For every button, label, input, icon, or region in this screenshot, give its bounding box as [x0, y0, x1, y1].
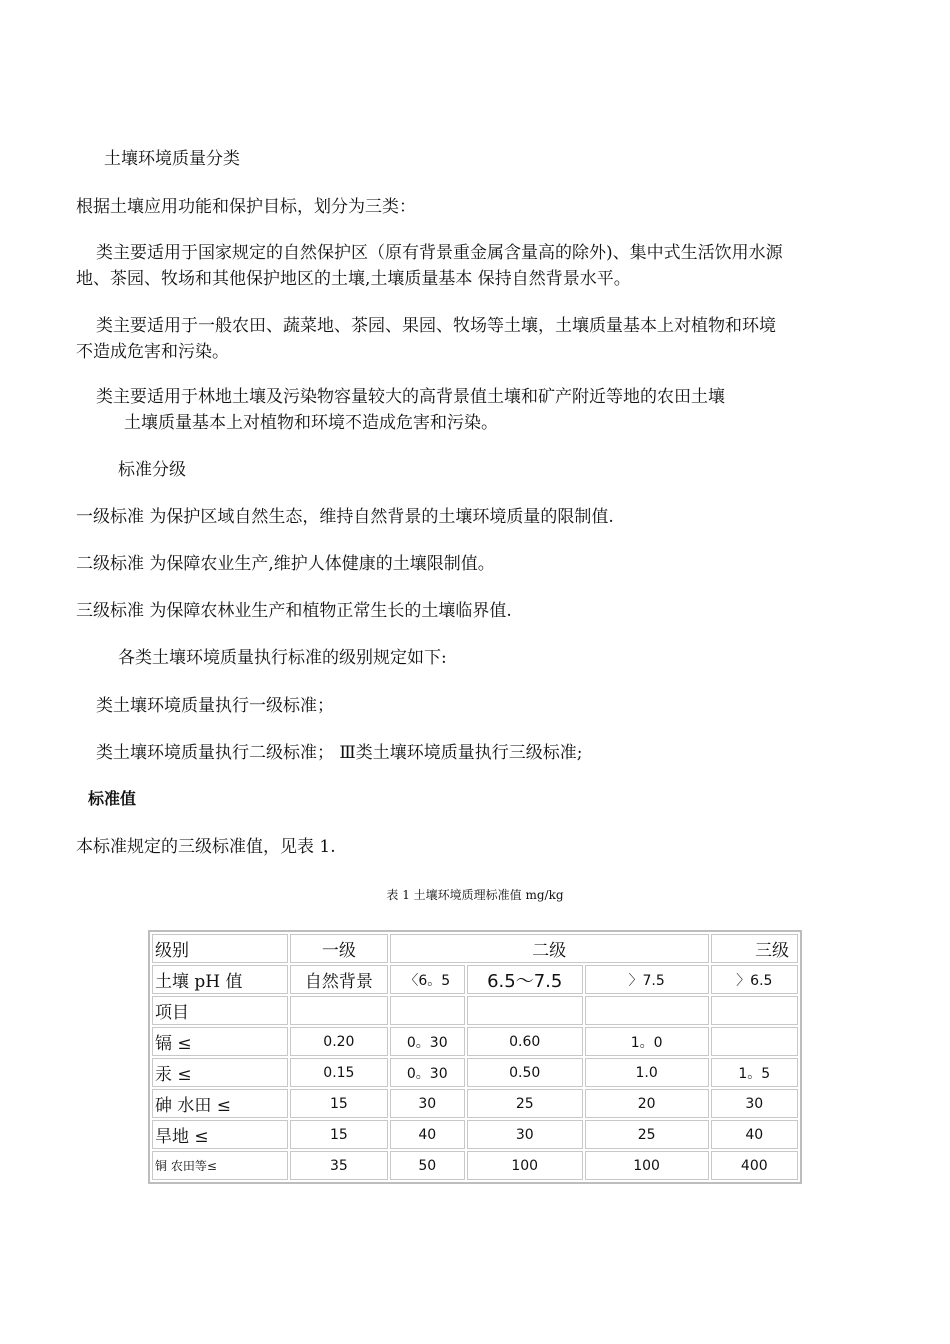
table-row	[152, 1027, 798, 1056]
empty-cell	[585, 996, 709, 1025]
level-label-cell: 级别	[152, 934, 288, 963]
value-cell: 30	[711, 1089, 798, 1118]
heading-standard-values: 标准值	[88, 789, 137, 808]
value-cell: 1.0	[585, 1058, 709, 1087]
value-cell: 1。5	[711, 1058, 798, 1087]
value-cell: 100	[585, 1151, 709, 1180]
level3-header: 三级	[711, 934, 798, 963]
table-row	[152, 1120, 798, 1149]
value-cell: 35	[290, 1151, 388, 1180]
value-cell	[711, 1027, 798, 1056]
table-row	[152, 1089, 798, 1118]
value-cell: 100	[467, 1151, 583, 1180]
class2-text-line1: 类主要适用于一般农田、蔬菜地、茶园、果园、牧场等土壤，土壤质量基本上对植物和环境	[96, 316, 776, 336]
value-cell: 0.20	[290, 1027, 388, 1056]
value-cell: 0.50	[467, 1058, 583, 1087]
value-cell: 40	[390, 1120, 465, 1149]
value-cell: 1。0	[585, 1027, 709, 1056]
value-cell: 0。30	[390, 1058, 465, 1087]
row-label: 镉 ≤	[152, 1027, 288, 1056]
soil-standards-table	[148, 930, 802, 1184]
class2-text-line2: 不造成危害和污染。	[76, 342, 229, 362]
ph-cell: 〈6。5	[390, 965, 465, 994]
value-cell: 20	[585, 1089, 709, 1118]
value-cell: 15	[290, 1120, 388, 1149]
heading-standard-grading: 标准分级	[118, 460, 186, 480]
execution-intro: 各类土壤环境质量执行标准的级别规定如下:	[118, 648, 447, 668]
execution-class2-3: 类土壤环境质量执行二级标准； Ⅲ类土壤环境质量执行三级标准;	[96, 743, 583, 763]
table-caption: 表 1 土壤环境质理标准值 mg/kg	[386, 888, 564, 902]
item-label: 项目	[152, 996, 288, 1025]
empty-cell	[290, 996, 388, 1025]
value-cell: 50	[390, 1151, 465, 1180]
row-label: 铜 农田等≤	[152, 1151, 288, 1180]
classification-intro: 根据土壤应用功能和保护目标，划分为三类：	[76, 197, 416, 217]
ph-label: 土壤 pH 值	[152, 965, 288, 994]
class3-text-line1: 类主要适用于林地土壤及污染物容量较大的高背景值土壤和矿产附近等地的农田土壤	[96, 387, 725, 407]
empty-cell	[467, 996, 583, 1025]
row-label: 砷 水田 ≤	[152, 1089, 288, 1118]
value-cell: 15	[290, 1089, 388, 1118]
table-header-row	[152, 934, 798, 963]
value-cell: 30	[467, 1120, 583, 1149]
execution-class1: 类土壤环境质量执行一级标准；	[96, 696, 334, 716]
value-cell: 0。30	[390, 1027, 465, 1056]
ph-cell: 〉7.5	[585, 965, 709, 994]
level1-header: 一级	[290, 934, 388, 963]
class1-text-line2: 地、茶园、牧场和其他保护地区的土壤,土壤质量基本 保持自然背景水平。	[76, 269, 631, 289]
grade3-text: 三级标准 为保障农林业生产和植物正常生长的土壤临界值.	[76, 601, 512, 621]
values-intro: 本标准规定的三级标准值，见表 1.	[76, 837, 336, 857]
level2-header: 二级	[390, 934, 709, 963]
row-label: 汞 ≤	[152, 1058, 288, 1087]
row-label: 旱地 ≤	[152, 1120, 288, 1149]
heading-soil-classification: 土壤环境质量分类	[104, 149, 240, 169]
value-cell: 400	[711, 1151, 798, 1180]
value-cell: 25	[467, 1089, 583, 1118]
value-cell: 25	[585, 1120, 709, 1149]
empty-cell	[390, 996, 465, 1025]
value-cell: 30	[390, 1089, 465, 1118]
ph-cell: 6.5～7.5	[467, 965, 583, 994]
table-row	[152, 1058, 798, 1087]
ph-cell: 自然背景	[290, 965, 388, 994]
value-cell: 0.15	[290, 1058, 388, 1087]
ph-cell: 〉6.5	[711, 965, 798, 994]
ph-row	[152, 965, 798, 994]
table-row	[152, 1151, 798, 1180]
item-row	[152, 996, 798, 1025]
grade1-text: 一级标准 为保护区域自然生态，维持自然背景的土壤环境质量的限制值.	[76, 507, 614, 527]
empty-cell	[711, 996, 798, 1025]
class3-text-line2: 土壤质量基本上对植物和环境不造成危害和污染。	[124, 413, 498, 433]
grade2-text: 二级标准 为保障农业生产,维护人体健康的土壤限制值。	[76, 554, 495, 574]
value-cell: 40	[711, 1120, 798, 1149]
class1-text-line1: 类主要适用于国家规定的自然保护区（原有背景重金属含量高的除外)、集中式生活饮用水源	[96, 243, 783, 263]
value-cell: 0.60	[467, 1027, 583, 1056]
